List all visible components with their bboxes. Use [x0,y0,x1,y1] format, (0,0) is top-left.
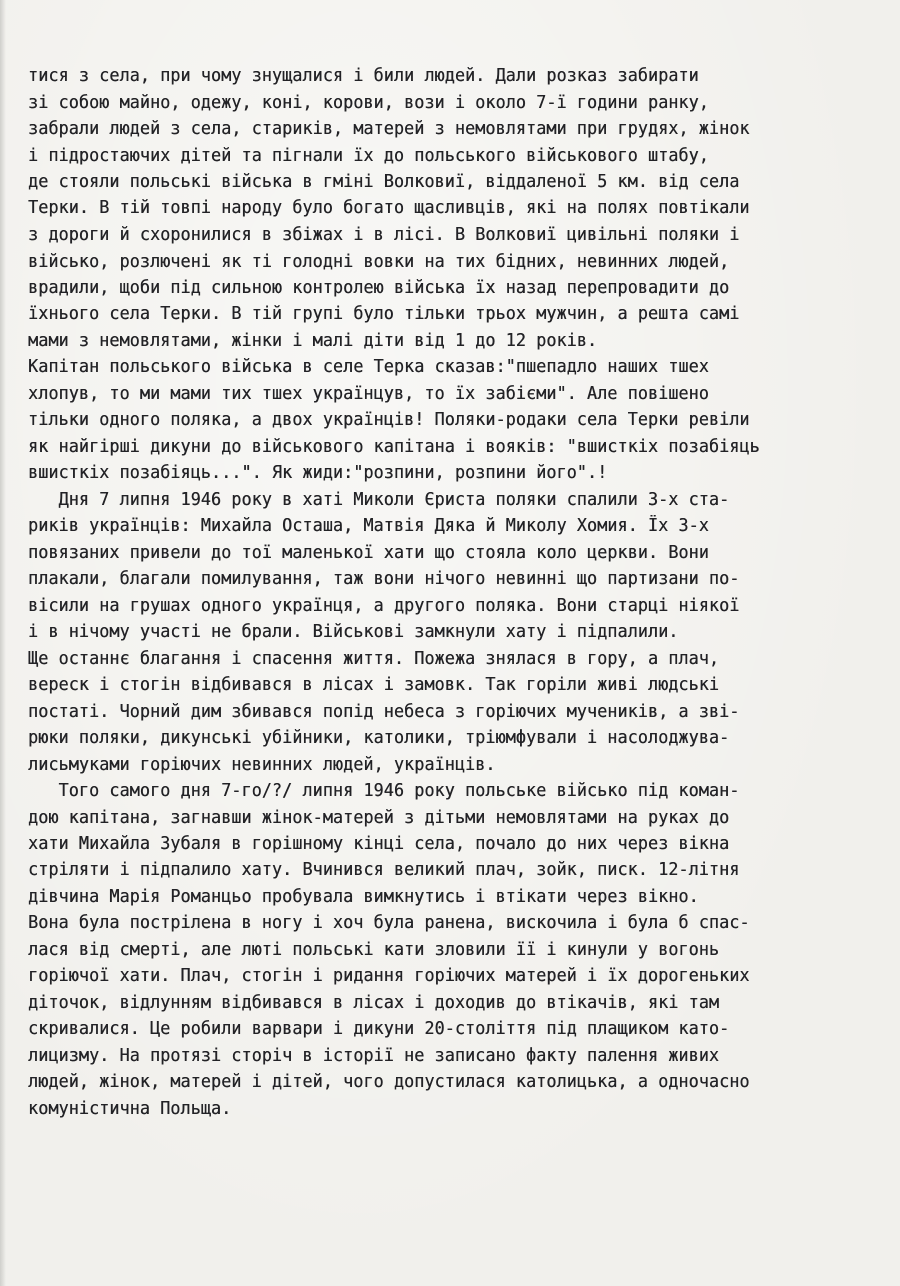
text-line: дою капітана, загнавши жінок-матерей з дітьми немовлятами на руках до [28,808,730,828]
text-line: вереск і стогін відбивався в лісах і замовк. Так горіли живі людські [28,675,720,695]
text-line: де стояли польські війська в гміні Волковиї, віддаленої 5 км. від села [28,172,740,192]
text-line: і підростаючих дітей та пігнали їх до польського військового штабу, [28,146,709,166]
text-line: вісили на грушах одного українця, а другого поляка. Вони старці ніякої [28,596,740,616]
text-line: лася від смерті, але люті польські кати зловили її і кинули у вогонь [28,940,720,960]
text-line: зі собою майно, одежу, коні, корови, вози і около 7-ї години ранку, [28,93,709,113]
text-line: стріляти і підпалило хату. Вчинився великий плач, зойк, писк. 12-літня [28,860,740,880]
text-line: Того самого дня 7-го/?/ липня 1946 року польське військо під коман- [28,781,740,801]
text-line: з дороги й схоронилися в збіжах і в лісі. В Волковиї цивільні поляки і [28,225,740,245]
text-line: забрали людей з села, стариків, матерей з немовлятами при грудях, жінок [28,119,750,139]
text-line: лисьмуками горіючих невинних людей, українців. [28,755,496,775]
text-line: скривалися. Це робили варвари і дикуни 20-століття під плащиком като- [28,1019,730,1039]
text-line: людей, жінок, матерей і дітей, чого допустилася католицька, а одночасно [28,1072,750,1092]
text-line: мами з немовлятами, жінки і малі діти від 1 до 12 років. [28,331,598,351]
text-line: плакали, благали помилування, таж вони нічого невинні що партизани по- [28,569,740,589]
text-line: постаті. Чорний дим збивався попід небеса з горіючих мучеників, а зві- [28,702,740,722]
text-line: як найгірші дикуни до військового капітана і вояків: "вшисткіх позабіяць [28,437,760,457]
text-line: Капітан польського війська в селе Терка сказав:"пшепадло наших тшех [28,357,709,377]
text-line: Ще останнє благання і спасення життя. Пожежа знялася в гору, а плач, [28,649,720,669]
text-line: і в нічому участі не брали. Військові замкнули хату і підпалили. [28,622,679,642]
text-line: Терки. В тій товпі народу було богато щасливців, які на полях повтікали [28,198,750,218]
text-line: рюки поляки, дикунські убійники, католики, тріюмфували і насолоджува- [28,728,730,748]
text-line: комуністична Польща. [28,1099,232,1119]
text-line: хати Михайла Зубаля в горішному кінці села, почало до них через вікна [28,834,730,854]
text-line: тільки одного поляка, а двох українців! Поляки-родаки села Терки ревіли [28,410,750,430]
text-line: діточок, відлунням відбивався в лісах і доходив до втікачів, які там [28,993,720,1013]
text-line: хлопув, то ми мами тих тшех українцув, то їх забієми". Але повішено [28,384,709,404]
text-line: військо, розлючені як ті голодні вовки на тих бідних, невинних людей, [28,252,730,272]
text-line: лицизму. На протязі сторіч в історії не записано факту палення живих [28,1046,720,1066]
text-line: повязаних привели до тої маленької хати що стояла коло церкви. Вони [28,543,709,563]
text-line: Вона була пострілена в ногу і хоч була ранена, вискочила і була б спас- [28,913,750,933]
text-line: горіючої хати. Плач, стогін і ридання горіючих матерей і їх дорогеньких [28,966,750,986]
text-line: риків українців: Михайла Осташа, Матвія Дяка й Миколу Хомия. Їх 3-х [28,516,709,536]
text-line: Дня 7 липня 1946 року в хаті Миколи Єриста поляки спалили 3-х ста- [28,490,730,510]
text-line: вшисткіх позабіяць...". Як жиди:"розпини, розпини його".! [28,463,608,483]
text-line: врадили, щоби під сильною контролею війська їх назад перепровадити до [28,278,730,298]
text-line: їхнього села Терки. В тій групі було тільки трьох мужчин, а решта самі [28,304,740,324]
text-line: дівчина Марія Романцьо пробувала вимкнутись і втікати через вікно. [28,887,699,907]
text-line: тися з села, при чому знущалися і били людей. Дали розказ забирати [28,66,699,86]
